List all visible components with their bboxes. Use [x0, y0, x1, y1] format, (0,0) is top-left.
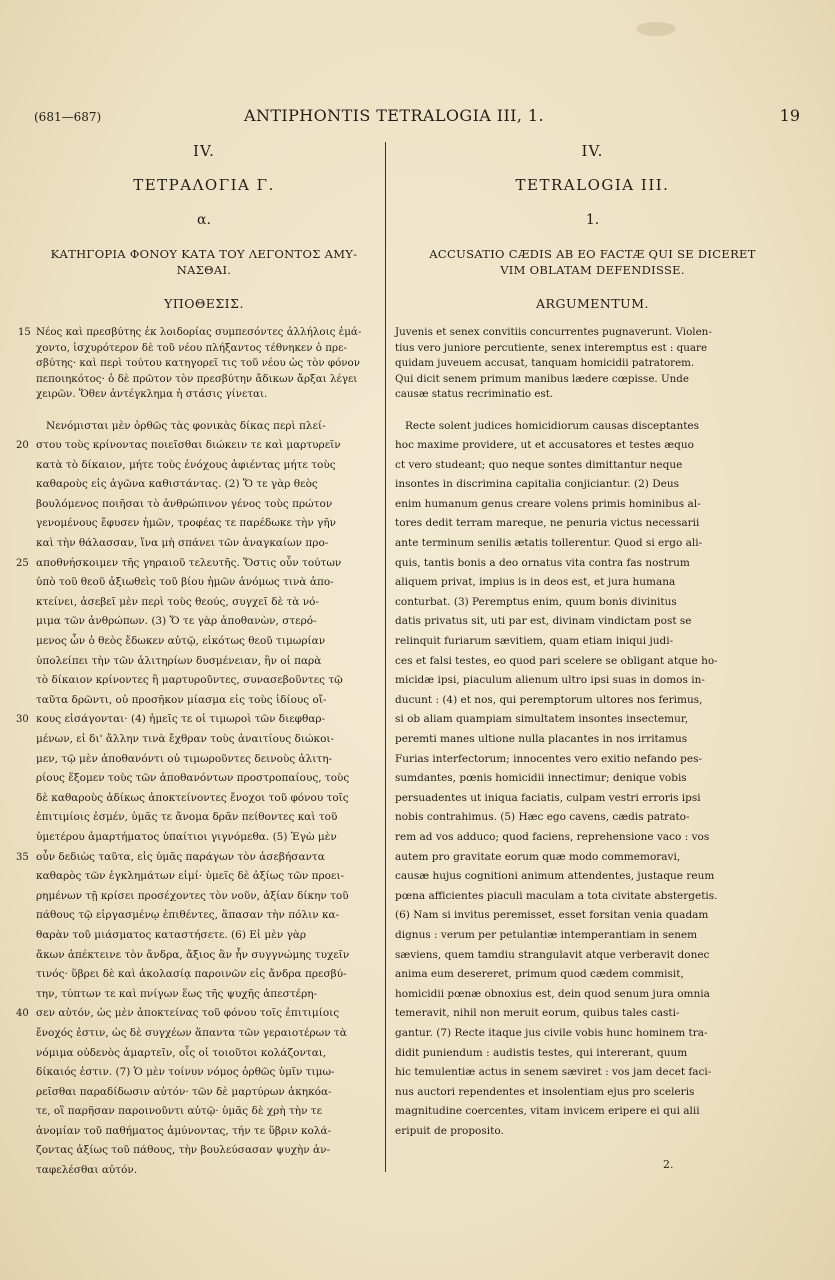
line-text: ἐπιτιμίοις ἐσμέν, ὑμᾶς τε ἄνομα δρᾶν πείθοντες καὶ τοῦ [36, 811, 338, 824]
line-text: didit puniendum : audistis testes, qui intererant, quum [395, 1046, 688, 1059]
text-line [36, 789, 372, 809]
line-text: σβύτης· καὶ περὶ τούτου κατηγορεῖ τις τοῦ νέου ὡς τὸν φόνον [36, 357, 360, 369]
line-text: dignus : verum per petulantiæ intemperantiam in senem [395, 928, 698, 941]
text-line [36, 372, 372, 388]
line-text: μένων, εἰ δι' ἄλλην τινὰ ἔχθραν τοὺς ἀναιτίους διώκοι- [36, 733, 335, 745]
argument-text [395, 325, 790, 403]
text-line [36, 456, 372, 476]
text-line [36, 985, 372, 1005]
text-line [36, 1044, 372, 1064]
line-number: 25 [16, 557, 29, 569]
argument-heading: ARGUMENTUM. [536, 296, 649, 311]
line-text: anima eum desereret, primum quod cædem commisit, [395, 968, 684, 981]
text-line [36, 1083, 372, 1103]
text-line [395, 417, 790, 437]
line-text: conturbat. (3) Peremptus enim, quum bonis divinitus [395, 595, 677, 608]
line-text: καὶ τὴν θάλασσαν, ἵνα μὴ σπάνει τῶν ἀναγκαίων προ- [36, 537, 329, 550]
text-line [36, 926, 372, 946]
text-line [16, 1004, 372, 1024]
line-text: κους εἰσάγονται· (4) ἡμεῖς τε οἱ τιμωροὶ τῶν διεφθαρ- [36, 713, 326, 726]
line-text: πεποιηκότος· ὁ δὲ πρῶτον τὸν πρεσβύτην ἄδικων ἄρξαι λέγει [36, 372, 358, 385]
text-line [36, 612, 372, 632]
text-line [395, 573, 790, 593]
line-text: κτείνει, ἀσεβεῖ μὲν περὶ τοὺς θεούς, συγχεῖ δὲ τὰ νό- [36, 595, 319, 608]
line-text: tores dedit terram mareque, ne penuria victus necessarii [395, 517, 700, 530]
line-text: ζοντας ἀξίως τοῦ πάθους, τὴν βουλεύσασαν ψυχὴν ἀν- [36, 1144, 331, 1157]
line-text: ταῦτα δρῶντι, οὐ προσῆκον μίασμα εἰς τοὺς ἰδίους οἴ- [36, 693, 327, 706]
text-line [16, 436, 372, 456]
running-title: ANTIPHONTIS TETRALOGIA III, 1. [244, 106, 544, 125]
line-text: ρημένων τῇ κρίσει προσέχοντες τὸν νοῦν, ἀξίαν δίκην τοῦ [36, 889, 349, 902]
text-line [36, 417, 372, 437]
text-line [36, 808, 372, 828]
text-line [36, 387, 372, 403]
text-line [395, 593, 790, 613]
line-text: ἄκων ἀπέκτεινε τὸν ἄνδρα, ἄξιος ἂν ἦν συγγνώμης τυχεῖν [36, 948, 350, 961]
text-line [36, 356, 372, 372]
line-text: ὑμετέρου ἁμαρτήματος ὑπαίτιοι γιγνόμεθα. (5) Ἐγὼ μὲν [36, 830, 337, 843]
line-text: ἔνοχός ἐστιν, ὡς δὲ συγχέων ἅπαντα τῶν γεραιοτέρων τὰ [36, 1026, 347, 1039]
column-divider [385, 142, 386, 1172]
text-line [36, 730, 372, 750]
text-line [395, 808, 790, 828]
text-line [395, 514, 790, 534]
text-line [395, 554, 790, 574]
line-text: autem pro gravitate eorum quæ modo commemoravi, [395, 850, 681, 863]
text-line [395, 848, 790, 868]
line-text: δὲ καθαροὺς ἀδίκως ἀποκτείνοντες ἔνοχοι τοῦ φόνου τοῖς [36, 791, 349, 804]
line-text: θαρὰν τοῦ μιάσματος καταστήσετε. (6) Εἰ μὲν γὰρ [36, 928, 307, 941]
text-line [36, 828, 372, 848]
line-text: causæ hujus cognitioni animum attendentes, justaque reum [395, 870, 715, 883]
text-line [36, 495, 372, 515]
text-line [36, 573, 372, 593]
text-line [18, 325, 372, 341]
line-text: Furias interfectorum; innocentes vero exitio nefando pes- [395, 752, 703, 765]
text-line [395, 710, 790, 730]
text-line [36, 769, 372, 789]
text-line [36, 514, 372, 534]
line-text: temeravit, nihil non meruit eorum, quibus tales casti- [395, 1007, 680, 1020]
line-text: tius vero juniore percutiente, senex interemptus est : quare [395, 341, 708, 354]
line-text: micidæ ipsi, piaculum alienum ultro ipsi suas in domos in- [395, 674, 705, 687]
line-text: Νέος καὶ πρεσβύτης ἐκ λοιδορίας συμπεσόντες ἀλλήλοις ἐμά- [36, 326, 362, 338]
line-text: πάθους τῷ εἰργασμένῳ ἐπιθέντες, ἅπασαν τὴν πόλιν κα- [36, 909, 340, 922]
line-text: sumdantes, pœnis homicidii innectimur; denique vobis [395, 772, 687, 785]
text-line [395, 652, 790, 672]
line-text: ante terminum senilis ætatis tollerentur. Quod si ergo ali- [395, 537, 703, 550]
line-text: ἀνομίαν τοῦ παθήματος ἀμύνοντας, τήν τε ὕβριν κολά- [36, 1124, 332, 1137]
text-line [36, 946, 372, 966]
text-line [395, 926, 790, 946]
text-line [395, 671, 790, 691]
text-line [36, 652, 372, 672]
line-text: αποθνήσκοιμεν τῆς γηραιοῦ τελευτῆς. Ὅστις οὖν τούτων [36, 556, 342, 569]
line-text: quis, tantis bonis a deo ornatus vita contra fas nostrum [395, 556, 690, 569]
hypothesis-heading: ΥΠΟΘΕΣΙΣ. [164, 296, 244, 311]
text-line [36, 691, 372, 711]
text-line [36, 341, 372, 357]
text-line [36, 1161, 372, 1181]
line-text: ducunt : (4) et nos, qui peremptorum ultores nos ferimus, [395, 693, 703, 706]
line-number: 30 [16, 714, 29, 726]
line-text: δίκαιός ἐστιν. (7) Ὁ μὲν τοίνυν νόμος ὀρθῶς ὑμῖν τιμω- [36, 1066, 335, 1079]
accusation-heading [42, 246, 366, 278]
text-line [395, 436, 790, 456]
text-line [395, 1063, 790, 1083]
line-text: nus auctori rependentes et insolentiam ejus pro sceleris [395, 1085, 695, 1098]
text-line [395, 1102, 790, 1122]
line-text: insontes in discrimina capitalia conjiciantur. (2) Deus [395, 478, 679, 491]
line-number: 40 [16, 1008, 29, 1020]
text-line [395, 1083, 790, 1103]
text-line [36, 534, 372, 554]
line-text: eripuit de proposito. [395, 1124, 504, 1137]
text-line [395, 1024, 790, 1044]
text-line [36, 887, 372, 907]
text-line [395, 750, 790, 770]
line-text: τὸ δίκαιον κρίνοντες ἢ μαρτυροῦντες, συνασεβοῦντες τῷ [36, 674, 343, 687]
paper-stain [636, 22, 676, 36]
line-text: μιμα τῶν ἀνθρώπων. (3) Ὅ τε γὰρ ἀποθανὼν, στερό- [36, 615, 317, 628]
line-text: sæviens, quem tamdiu strangulavit atque verberavit donec [395, 948, 710, 961]
line-text: χοντο, ἰσχυρότερον δὲ τοῦ νέου πλήξαντος τέθνηκεν ὁ πρε- [36, 341, 347, 354]
text-line [36, 750, 372, 770]
text-line [395, 1044, 790, 1064]
latin-column [395, 140, 790, 1141]
text-line [395, 495, 790, 515]
heading-line: VIM OBLATAM DEFENDISSE. [500, 263, 685, 277]
line-text: μενος ὧν ὁ θεὸς ἔδωκεν αὐτῷ, εἰκότως θεοῦ τιμωρίαν [36, 635, 326, 648]
line-text: Νενόμισται μὲν ὀρθῶς τὰς φονικὰς δίκας περὶ πλεί- [46, 419, 326, 432]
hypothesis-text [18, 325, 372, 403]
tetralogy-heading: ΤΕΤΡΑΛΟΓΙΑ Γ. [133, 176, 275, 194]
text-line [36, 1063, 372, 1083]
text-line [16, 710, 372, 730]
line-text: γενομένους ἔφυσεν ἡμῶν, τροφέας τε παρέδωκε τὴν γῆν [36, 517, 337, 530]
text-line [16, 848, 372, 868]
line-text: pœna afficientes piaculi maculam a tota civitate abstergetis. [395, 889, 718, 902]
line-text: (6) Nam si invitus peremisset, esset forsitan venia quadam [395, 909, 709, 922]
text-line [36, 906, 372, 926]
line-text: si ob aliam quampiam simultatem insontes insectemur, [395, 713, 689, 726]
line-text: τε, οἳ παρῆσαν παροινοῦντι αὐτῷ· ὑμᾶς δὲ χρὴ τὴν τε [36, 1105, 323, 1118]
page-number: 19 [779, 106, 800, 125]
line-text: datis privatus sit, uti par est, divinam vindictam post se [395, 615, 692, 628]
text-line [36, 1141, 372, 1161]
heading-line: ΚΑΤΗΓΟΡΙΑ ΦΟΝΟΥ ΚΑΤΑ ΤΟΥ ΛΕΓΟΝΤΟΣ ΑΜΥ- [50, 247, 358, 261]
line-text: την, τύπτων τε καὶ πνίγων ἕως τῆς ψυχῆς ἀπεστέρη- [36, 987, 318, 1000]
line-text: ρίους ἕξομεν τοὺς τῶν ἀποθανόντων προστροπαίους, τοὺς [36, 772, 350, 785]
line-text: Juvenis et senex convitiis concurrentes pugnaverunt. Violen- [395, 326, 712, 338]
text-line [36, 1122, 372, 1142]
line-text: nobis contrahimus. (5) Hæc ego cavens, cædis patrato- [395, 811, 690, 824]
line-text: νόμιμα οὐδενὸς ἁμαρτεῖν, οἷς οἱ τοιοῦτοι κολάζονται, [36, 1046, 327, 1059]
text-line [395, 867, 790, 887]
line-text: ces et falsi testes, eo quod pari scelere se obligant atque ho- [395, 654, 718, 667]
latin-body-text [395, 417, 790, 1142]
greek-body-text [16, 417, 372, 1181]
line-text: aliquem privat, impius is in deos est, et jura humana [395, 576, 676, 589]
line-text: gantur. (7) Recte itaque jus civile vobis hunc hominem tra- [395, 1026, 708, 1039]
line-text: magnitudine coercentes, vitam invicem eripere ei qui alii [395, 1105, 700, 1118]
line-text: οὖν δεδιὼς ταῦτα, εἰς ὑμᾶς παράγων τὸν ἀσεβήσαντα [36, 850, 325, 863]
line-text: relinquit furiarum sævitiem, quam etiam iniqui judi- [395, 635, 674, 648]
line-text: hic temulentiæ actus in senem sæviret : vos jam decet faci- [395, 1066, 712, 1079]
speech-number: α. [197, 212, 211, 228]
text-line [36, 475, 372, 495]
text-line [395, 387, 790, 403]
line-number: 35 [16, 851, 29, 863]
line-number: 20 [16, 440, 29, 452]
signature-mark: 2. [663, 1158, 674, 1171]
text-line [395, 789, 790, 809]
text-line [395, 475, 790, 495]
line-text: hoc maxime providere, ut et accusatores et testes æquo [395, 439, 694, 452]
line-text: rem ad vos adduco; quod faciens, reprehensione vaco : vos [395, 830, 710, 843]
text-line [395, 341, 790, 357]
text-line [395, 946, 790, 966]
text-line [36, 632, 372, 652]
text-line [395, 730, 790, 750]
text-line [36, 593, 372, 613]
line-text: ταφελέσθαι αὐτόν. [36, 1164, 138, 1177]
text-line [395, 372, 790, 388]
text-line [16, 554, 372, 574]
text-line [395, 534, 790, 554]
text-line [395, 887, 790, 907]
line-text: ρεῖσθαι παραδίδωσιν αὐτόν· τῶν δὲ μαρτύρων ἀκηκόα- [36, 1085, 332, 1098]
text-line [395, 325, 790, 341]
line-text: enim humanum genus creare volens primis hominibus al- [395, 497, 701, 510]
line-text: στου τοὺς κρίνοντας ποιεῖσθαι διώκειν τε καὶ μαρτυρεῖν [36, 439, 341, 452]
line-text: quidam juveuem accusat, tanquam homicidii patratorem. [395, 357, 695, 369]
text-line [36, 867, 372, 887]
text-line [395, 612, 790, 632]
line-text: Qui dicit senem primum manibus lædere cœpisse. Unde [395, 372, 689, 385]
line-text: ct vero studeant; quo neque sontes dimittantur neque [395, 458, 683, 471]
line-text: τινός· ὕβρει δὲ καὶ ἀκολασίᾳ παροινῶν εἰς ἄνδρα πρεσβύ- [36, 968, 347, 981]
line-text: βουλόμενος ποιῆσαι τὸ ἀνθρώπινον γένος τοὺς πρώτον [36, 497, 333, 510]
line-text: καθαρὸς τῶν ἐγκλημάτων εἰμί· ὑμεῖς δὲ ἀξίως τῶν προει- [36, 870, 345, 883]
line-text: μεν, τῷ μὲν ἀποθανόντι οὐ τιμωροῦντες δεινοὺς ἀλιτη- [36, 752, 333, 765]
line-text: causæ status recriminatio est. [395, 388, 554, 400]
text-line [395, 632, 790, 652]
page-range: (681—687) [34, 110, 102, 124]
heading-line: ΝΑΣΘΑΙ. [176, 263, 232, 277]
section-number: IV. [581, 142, 604, 160]
text-line [36, 965, 372, 985]
text-line [395, 769, 790, 789]
tetralogy-heading: TETRALOGIA III. [515, 176, 670, 194]
speech-number: 1. [585, 212, 600, 228]
text-line [395, 356, 790, 372]
text-line [395, 1004, 790, 1024]
text-line [395, 1122, 790, 1142]
text-line [395, 906, 790, 926]
text-line [36, 671, 372, 691]
greek-column [16, 140, 372, 1181]
accusation-heading [401, 246, 784, 278]
line-text: κατὰ τὸ δίκαιον, μήτε τοὺς ἐνόχους ἀφιέντας μήτε τοὺς [36, 458, 336, 471]
heading-line: ACCUSATIO CÆDIS AB EO FACTÆ QUI SE DICERET [429, 247, 756, 261]
line-text: ὑπολείπει τὴν τῶν ἀλιτηρίων δυσμένειαν, ἣν οἱ παρὰ [36, 654, 322, 667]
line-text: persuadentes ut iniqua faciatis, culpam vestri erroris ipsi [395, 791, 701, 804]
text-line [36, 1024, 372, 1044]
line-number: 15 [18, 327, 31, 338]
section-number: IV. [193, 142, 215, 160]
line-text: peremti manes ultione nulla placantes in nos irritamus [395, 733, 688, 745]
line-text: Recte solent judices homicidiorum causas disceptantes [405, 419, 700, 432]
text-line [395, 965, 790, 985]
line-text: σεν αὐτόν, ὡς μὲν ἀποκτείνας τοῦ φόνου τοῖς ἐπιτιμίοις [36, 1007, 340, 1020]
text-line [395, 828, 790, 848]
text-line [395, 691, 790, 711]
line-text: καθαροὺς εἰς ἀγῶνα καθιστάντας. (2) Ὅ τε γὰρ θεὸς [36, 478, 318, 491]
running-header [34, 106, 800, 128]
text-line [36, 1102, 372, 1122]
line-text: homicidii pœnæ obnoxius est, dein quod senum jura omnia [395, 987, 710, 1000]
text-line [395, 456, 790, 476]
line-text: χειρῶν. Ὅθεν ἀντέγκλημα ἡ στάσις γίνεται. [36, 388, 268, 400]
text-line [395, 985, 790, 1005]
line-text: ὑπὸ τοῦ θεοῦ ἀξιωθεὶς τοῦ βίου ἡμῶν ἀνόμως τινὰ ἀπο- [36, 576, 334, 589]
